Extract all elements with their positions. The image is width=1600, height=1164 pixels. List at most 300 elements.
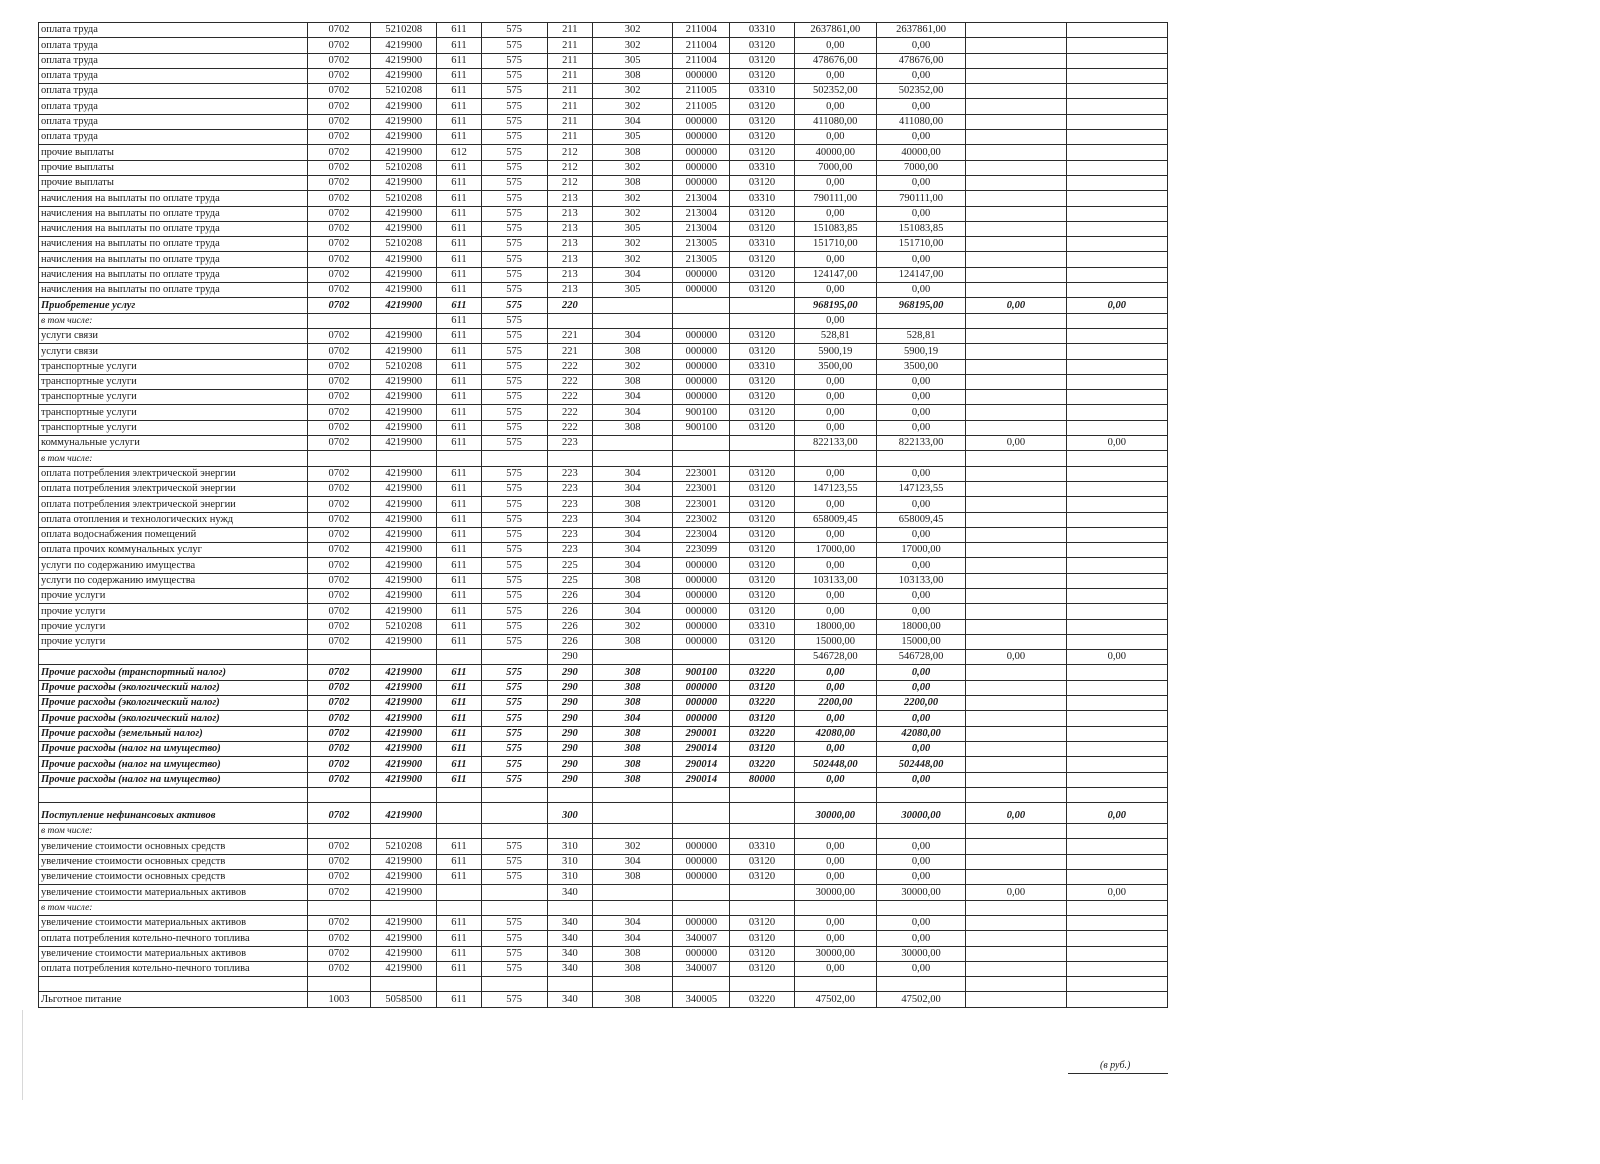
cell-expense-type: 611 <box>437 931 481 946</box>
cell-section-code: 0702 <box>307 854 370 869</box>
cell-source-code: 03120 <box>730 604 794 619</box>
cell-extra-1 <box>966 854 1066 869</box>
cell-source-code <box>730 436 794 451</box>
cell-section-code: 0702 <box>307 931 370 946</box>
table-row <box>39 992 1168 1007</box>
cell-item-name: услуги связи <box>39 328 308 343</box>
cell-target-code: 5210208 <box>371 619 437 634</box>
cell-kosgu: 300 <box>547 803 592 824</box>
cell-fund-code: 302 <box>592 237 672 252</box>
cell-expense-type: 611 <box>437 23 481 38</box>
cell-extra-2: 0,00 <box>1066 436 1167 451</box>
cell-fund-code: 304 <box>592 527 672 542</box>
cell-source-code: 03120 <box>730 328 794 343</box>
cell-subcode: 000000 <box>673 175 730 190</box>
cell-fund-code: 308 <box>592 680 672 695</box>
cell-item-name: в том числе: <box>39 313 308 328</box>
cell-extra-2 <box>1066 313 1167 328</box>
cell-kosgu-a: 575 <box>481 931 547 946</box>
cell-fund-code: 302 <box>592 359 672 374</box>
cell-fund-code: 304 <box>592 604 672 619</box>
cell-fund-code <box>592 650 672 665</box>
table-row <box>39 726 1168 741</box>
cell-subcode: 000000 <box>673 114 730 129</box>
cell-kosgu-a: 575 <box>481 252 547 267</box>
cell-approved-amount: 0,00 <box>876 99 965 114</box>
cell-section-code: 0702 <box>307 283 370 298</box>
cell-extra-1 <box>966 114 1066 129</box>
cell-subcode <box>673 803 730 824</box>
cell-expense-type: 611 <box>437 53 481 68</box>
cell-target-code: 4219900 <box>371 405 437 420</box>
table-row <box>39 68 1168 83</box>
cell-plan-amount: 0,00 <box>794 420 876 435</box>
cell-extra-1 <box>966 390 1066 405</box>
cell-item-name: начисления на выплаты по оплате труда <box>39 206 308 221</box>
cell-extra-2 <box>1066 283 1167 298</box>
cell-extra-2 <box>1066 870 1167 885</box>
cell-extra-2 <box>1066 23 1167 38</box>
cell-target-code: 4219900 <box>371 114 437 129</box>
cell-expense-type <box>437 885 481 900</box>
cell-item-name: оплата отопления и технологических нужд <box>39 512 308 527</box>
cell-subcode: 000000 <box>673 870 730 885</box>
table-row <box>39 573 1168 588</box>
cell-section-code: 0702 <box>307 436 370 451</box>
cell-subcode: 000000 <box>673 359 730 374</box>
cell-plan-amount: 0,00 <box>794 99 876 114</box>
cell-kosgu: 290 <box>547 757 592 772</box>
cell-plan-amount: 30000,00 <box>794 885 876 900</box>
cell-extra-2 <box>1066 359 1167 374</box>
cell-approved-amount: 0,00 <box>876 206 965 221</box>
cell-source-code: 03120 <box>730 915 794 930</box>
cell-extra-2 <box>1066 543 1167 558</box>
cell-approved-amount: 502352,00 <box>876 84 965 99</box>
cell-expense-type: 611 <box>437 38 481 53</box>
cell-item-name: увеличение стоимости материальных активов <box>39 915 308 930</box>
cell-extra-2 <box>1066 558 1167 573</box>
cell-plan-amount: 2200,00 <box>794 696 876 711</box>
cell-plan-amount <box>794 451 876 466</box>
table-row <box>39 53 1168 68</box>
cell-target-code: 4219900 <box>371 252 437 267</box>
table-row <box>39 604 1168 619</box>
cell-section-code: 0702 <box>307 885 370 900</box>
cell-extra-2 <box>1066 527 1167 542</box>
cell-subcode <box>673 436 730 451</box>
cell-expense-type: 611 <box>437 405 481 420</box>
cell-kosgu-a: 575 <box>481 160 547 175</box>
cell-target-code <box>371 650 437 665</box>
cell-plan-amount: 151710,00 <box>794 237 876 252</box>
cell-target-code: 4219900 <box>371 696 437 711</box>
cell-subcode <box>673 298 730 313</box>
cell-extra-2 <box>1066 191 1167 206</box>
cell-extra-2 <box>1066 824 1167 839</box>
cell-subcode: 000000 <box>673 160 730 175</box>
cell-item-name: прочие выплаты <box>39 145 308 160</box>
cell-subcode: 000000 <box>673 573 730 588</box>
cell-plan-amount: 0,00 <box>794 390 876 405</box>
cell-source-code: 03120 <box>730 344 794 359</box>
cell-target-code: 5210208 <box>371 84 437 99</box>
cell-section-code: 0702 <box>307 23 370 38</box>
table-row <box>39 497 1168 512</box>
cell-fund-code: 304 <box>592 267 672 282</box>
cell-kosgu: 213 <box>547 283 592 298</box>
cell-kosgu: 221 <box>547 344 592 359</box>
cell-expense-type: 611 <box>437 512 481 527</box>
cell-plan-amount: 0,00 <box>794 497 876 512</box>
cell-source-code: 03120 <box>730 390 794 405</box>
cell-kosgu: 211 <box>547 114 592 129</box>
cell-extra-2 <box>1066 114 1167 129</box>
cell-extra-1 <box>966 696 1066 711</box>
cell-extra-1 <box>966 915 1066 930</box>
cell-item-name: оплата потребления котельно-печного топлива <box>39 931 308 946</box>
cell-kosgu-a: 575 <box>481 946 547 961</box>
cell-subcode: 223001 <box>673 481 730 496</box>
cell-expense-type: 611 <box>437 992 481 1007</box>
cell-fund-code: 308 <box>592 573 672 588</box>
cell-section-code: 0702 <box>307 497 370 512</box>
table-row <box>39 696 1168 711</box>
cell-fund-code: 304 <box>592 512 672 527</box>
table-row <box>39 298 1168 313</box>
cell-target-code: 4219900 <box>371 543 437 558</box>
cell-target-code: 4219900 <box>371 175 437 190</box>
cell-plan-amount: 0,00 <box>794 175 876 190</box>
cell-source-code: 03120 <box>730 946 794 961</box>
cell-item-name: увеличение стоимости основных средств <box>39 839 308 854</box>
cell-target-code: 4219900 <box>371 436 437 451</box>
table-row <box>39 221 1168 236</box>
cell-approved-amount: 17000,00 <box>876 543 965 558</box>
table-row <box>39 84 1168 99</box>
cell-item-name: начисления на выплаты по оплате труда <box>39 283 308 298</box>
cell-subcode: 000000 <box>673 604 730 619</box>
table-row <box>39 252 1168 267</box>
cell-section-code: 0702 <box>307 839 370 854</box>
cell-kosgu-a: 575 <box>481 634 547 649</box>
cell-target-code: 4219900 <box>371 481 437 496</box>
cell-kosgu: 290 <box>547 711 592 726</box>
table-row <box>39 313 1168 328</box>
cell-approved-amount: 0,00 <box>876 915 965 930</box>
cell-fund-code: 308 <box>592 175 672 190</box>
cell-kosgu: 211 <box>547 130 592 145</box>
cell-approved-amount: 0,00 <box>876 420 965 435</box>
cell-subcode: 000000 <box>673 344 730 359</box>
cell-kosgu: 340 <box>547 946 592 961</box>
cell-plan-amount: 968195,00 <box>794 298 876 313</box>
cell-plan-amount: 17000,00 <box>794 543 876 558</box>
cell-kosgu-a: 575 <box>481 665 547 680</box>
cell-kosgu-a: 575 <box>481 283 547 298</box>
cell-subcode: 000000 <box>673 130 730 145</box>
cell-item-name: оплата потребления электрической энергии <box>39 481 308 496</box>
cell-fund-code: 304 <box>592 854 672 869</box>
cell-expense-type: 611 <box>437 696 481 711</box>
cell-item-name: начисления на выплаты по оплате труда <box>39 191 308 206</box>
cell-plan-amount: 502448,00 <box>794 757 876 772</box>
cell-item-name: Прочие расходы (налог на имущество) <box>39 757 308 772</box>
cell-plan-amount: 0,00 <box>794 915 876 930</box>
cell-source-code: 03120 <box>730 99 794 114</box>
cell-target-code: 4219900 <box>371 961 437 976</box>
cell-fund-code: 302 <box>592 99 672 114</box>
cell-target-code: 4219900 <box>371 420 437 435</box>
cell-source-code: 03120 <box>730 252 794 267</box>
cell-target-code: 4219900 <box>371 931 437 946</box>
cell-source-code <box>730 977 794 992</box>
cell-extra-1 <box>966 160 1066 175</box>
cell-extra-2: 0,00 <box>1066 803 1167 824</box>
cell-extra-1 <box>966 175 1066 190</box>
cell-extra-2 <box>1066 221 1167 236</box>
cell-extra-2 <box>1066 757 1167 772</box>
cell-section-code: 0702 <box>307 53 370 68</box>
cell-kosgu-a: 575 <box>481 328 547 343</box>
cell-plan-amount: 411080,00 <box>794 114 876 129</box>
cell-extra-2 <box>1066 145 1167 160</box>
table-row <box>39 481 1168 496</box>
cell-expense-type: 611 <box>437 130 481 145</box>
cell-approved-amount: 0,00 <box>876 390 965 405</box>
cell-kosgu <box>547 900 592 915</box>
cell-expense-type: 611 <box>437 757 481 772</box>
cell-expense-type: 611 <box>437 344 481 359</box>
cell-extra-1 <box>966 977 1066 992</box>
cell-kosgu: 290 <box>547 650 592 665</box>
cell-item-name: Прочие расходы (экологический налог) <box>39 696 308 711</box>
cell-subcode <box>673 824 730 839</box>
cell-approved-amount <box>876 787 965 802</box>
cell-source-code: 03120 <box>730 931 794 946</box>
cell-expense-type: 611 <box>437 466 481 481</box>
cell-expense-type: 611 <box>437 252 481 267</box>
cell-kosgu: 223 <box>547 436 592 451</box>
cell-approved-amount: 411080,00 <box>876 114 965 129</box>
cell-source-code: 03120 <box>730 38 794 53</box>
cell-item-name: Прочие расходы (экологический налог) <box>39 680 308 695</box>
cell-approved-amount: 0,00 <box>876 175 965 190</box>
cell-expense-type: 611 <box>437 870 481 885</box>
cell-section-code: 0702 <box>307 359 370 374</box>
cell-target-code <box>371 787 437 802</box>
cell-plan-amount: 546728,00 <box>794 650 876 665</box>
cell-expense-type: 611 <box>437 573 481 588</box>
cell-subcode: 211005 <box>673 99 730 114</box>
cell-source-code: 03120 <box>730 741 794 756</box>
cell-fund-code: 302 <box>592 619 672 634</box>
cell-fund-code: 304 <box>592 543 672 558</box>
cell-section-code: 0702 <box>307 221 370 236</box>
cell-kosgu-a: 575 <box>481 481 547 496</box>
cell-section-code: 0702 <box>307 696 370 711</box>
cell-approved-amount: 151083,85 <box>876 221 965 236</box>
cell-fund-code <box>592 885 672 900</box>
cell-section-code: 0702 <box>307 573 370 588</box>
table-row <box>39 711 1168 726</box>
cell-target-code: 4219900 <box>371 757 437 772</box>
cell-kosgu-a: 575 <box>481 757 547 772</box>
cell-plan-amount: 0,00 <box>794 931 876 946</box>
cell-expense-type: 611 <box>437 206 481 221</box>
cell-kosgu-a: 575 <box>481 84 547 99</box>
cell-extra-2 <box>1066 931 1167 946</box>
cell-subcode: 000000 <box>673 390 730 405</box>
table-row <box>39 130 1168 145</box>
table-row <box>39 787 1168 802</box>
cell-extra-1 <box>966 267 1066 282</box>
cell-section-code: 0702 <box>307 711 370 726</box>
cell-item-name: услуги связи <box>39 344 308 359</box>
cell-target-code: 4219900 <box>371 374 437 389</box>
cell-kosgu-a: 575 <box>481 726 547 741</box>
cell-extra-2 <box>1066 451 1167 466</box>
cell-expense-type: 611 <box>437 772 481 787</box>
cell-expense-type: 611 <box>437 527 481 542</box>
table-row <box>39 267 1168 282</box>
cell-expense-type: 611 <box>437 588 481 603</box>
cell-kosgu: 221 <box>547 328 592 343</box>
table-row <box>39 915 1168 930</box>
cell-section-code: 0702 <box>307 680 370 695</box>
cell-extra-1 <box>966 420 1066 435</box>
table-row <box>39 145 1168 160</box>
cell-fund-code: 305 <box>592 53 672 68</box>
cell-extra-2 <box>1066 160 1167 175</box>
cell-kosgu: 223 <box>547 543 592 558</box>
cell-expense-type: 611 <box>437 619 481 634</box>
table-row <box>39 772 1168 787</box>
cell-source-code: 03310 <box>730 23 794 38</box>
cell-subcode: 900100 <box>673 420 730 435</box>
cell-kosgu: 222 <box>547 359 592 374</box>
cell-target-code: 4219900 <box>371 885 437 900</box>
cell-plan-amount: 478676,00 <box>794 53 876 68</box>
cell-fund-code: 304 <box>592 588 672 603</box>
cell-item-name: Приобретение услуг <box>39 298 308 313</box>
cell-section-code: 0702 <box>307 466 370 481</box>
table-row <box>39 803 1168 824</box>
table-row <box>39 680 1168 695</box>
cell-approved-amount: 0,00 <box>876 604 965 619</box>
cell-plan-amount: 0,00 <box>794 374 876 389</box>
cell-kosgu: 212 <box>547 160 592 175</box>
cell-kosgu-a: 575 <box>481 436 547 451</box>
cell-target-code: 4219900 <box>371 221 437 236</box>
cell-subcode: 211004 <box>673 53 730 68</box>
cell-source-code <box>730 298 794 313</box>
cell-extra-2 <box>1066 405 1167 420</box>
cell-extra-1 <box>966 961 1066 976</box>
cell-extra-1 <box>966 359 1066 374</box>
cell-approved-amount: 2637861,00 <box>876 23 965 38</box>
cell-expense-type: 611 <box>437 543 481 558</box>
cell-section-code: 0702 <box>307 803 370 824</box>
cell-plan-amount: 3500,00 <box>794 359 876 374</box>
cell-section-code: 0702 <box>307 665 370 680</box>
cell-source-code: 03120 <box>730 206 794 221</box>
table-row <box>39 359 1168 374</box>
cell-extra-2 <box>1066 512 1167 527</box>
cell-approved-amount: 0,00 <box>876 665 965 680</box>
table-row <box>39 870 1168 885</box>
cell-plan-amount: 0,00 <box>794 38 876 53</box>
cell-kosgu-a: 575 <box>481 466 547 481</box>
cell-extra-1 <box>966 711 1066 726</box>
cell-source-code: 03120 <box>730 543 794 558</box>
cell-fund-code: 305 <box>592 283 672 298</box>
cell-subcode <box>673 885 730 900</box>
cell-section-code: 0702 <box>307 512 370 527</box>
cell-extra-2 <box>1066 604 1167 619</box>
table-row <box>39 839 1168 854</box>
cell-section-code: 0702 <box>307 267 370 282</box>
cell-expense-type <box>437 977 481 992</box>
cell-fund-code <box>592 977 672 992</box>
table-row <box>39 206 1168 221</box>
cell-fund-code: 304 <box>592 931 672 946</box>
cell-plan-amount: 0,00 <box>794 680 876 695</box>
cell-subcode: 211005 <box>673 84 730 99</box>
cell-kosgu-a: 575 <box>481 145 547 160</box>
table-row <box>39 38 1168 53</box>
cell-kosgu: 213 <box>547 252 592 267</box>
cell-subcode: 223099 <box>673 543 730 558</box>
cell-extra-2 <box>1066 787 1167 802</box>
cell-subcode: 900100 <box>673 665 730 680</box>
cell-kosgu: 340 <box>547 992 592 1007</box>
cell-approved-amount: 0,00 <box>876 374 965 389</box>
cell-extra-2 <box>1066 839 1167 854</box>
cell-section-code: 0702 <box>307 405 370 420</box>
cell-subcode: 000000 <box>673 619 730 634</box>
cell-plan-amount: 2637861,00 <box>794 23 876 38</box>
cell-item-name: начисления на выплаты по оплате труда <box>39 252 308 267</box>
cell-item-name: оплата труда <box>39 99 308 114</box>
table-row <box>39 114 1168 129</box>
cell-subcode <box>673 977 730 992</box>
cell-kosgu-a: 575 <box>481 130 547 145</box>
cell-source-code: 03120 <box>730 221 794 236</box>
cell-source-code: 03120 <box>730 405 794 420</box>
cell-section-code: 0702 <box>307 374 370 389</box>
table-row <box>39 374 1168 389</box>
cell-extra-1 <box>966 527 1066 542</box>
cell-target-code: 4219900 <box>371 741 437 756</box>
cell-fund-code <box>592 803 672 824</box>
cell-extra-1 <box>966 451 1066 466</box>
cell-subcode: 000000 <box>673 711 730 726</box>
cell-fund-code: 308 <box>592 420 672 435</box>
cell-approved-amount: 0,00 <box>876 870 965 885</box>
cell-item-name: прочие выплаты <box>39 175 308 190</box>
cell-source-code: 03310 <box>730 191 794 206</box>
cell-extra-1 <box>966 839 1066 854</box>
cell-extra-2 <box>1066 390 1167 405</box>
cell-kosgu: 213 <box>547 267 592 282</box>
cell-fund-code: 308 <box>592 741 672 756</box>
cell-kosgu: 340 <box>547 961 592 976</box>
cell-target-code <box>371 977 437 992</box>
cell-extra-1 <box>966 84 1066 99</box>
table-row <box>39 436 1168 451</box>
cell-item-name <box>39 650 308 665</box>
